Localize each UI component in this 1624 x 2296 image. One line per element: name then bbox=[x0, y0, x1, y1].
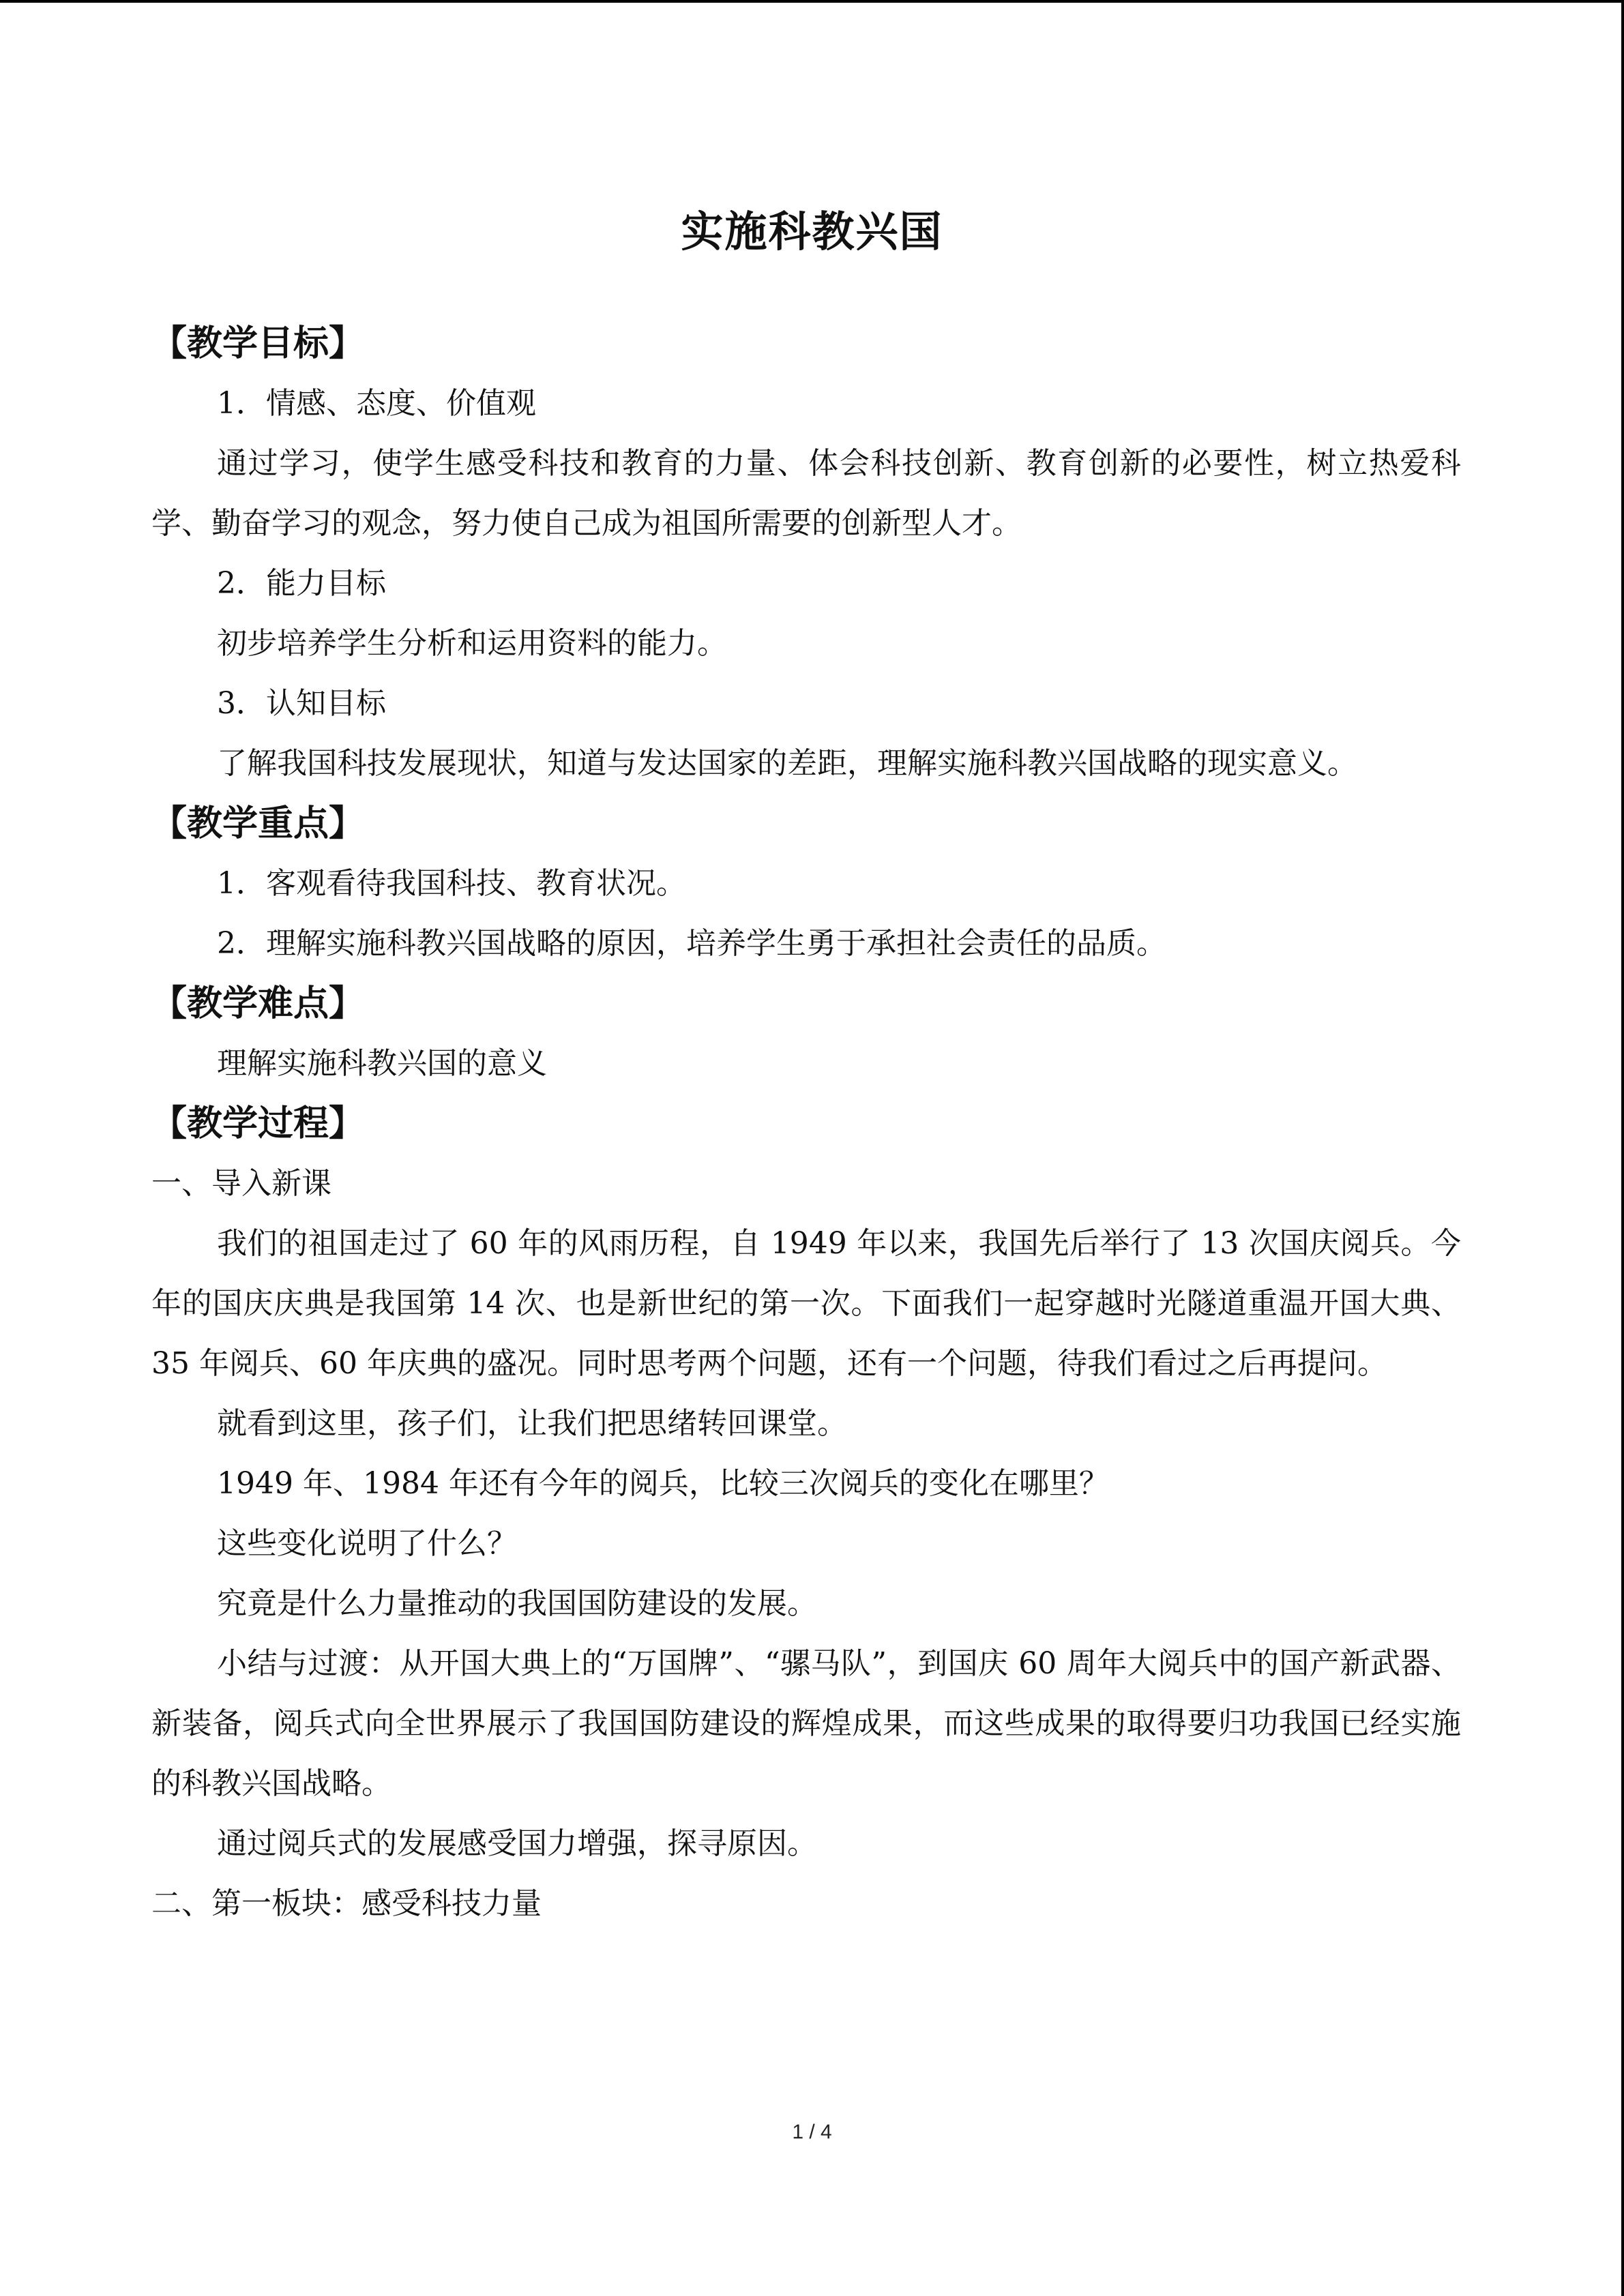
paragraph: 通过阅兵式的发展感受国力增强，探寻原因。 bbox=[217, 1826, 817, 1861]
paragraph: 我们的祖国走过了 60 年的风雨历程，自 1949 年以来，我国先后举行了 13 次国庆阅兵。今年的国庆庆典是我国第 14 次、也是新世纪的第一次。下面我们一起穿越时光隧道重温开国大典、35 年阅兵、60 年庆典的盛况。同时思考两个问题，还有一个问题，待我们看过之后再提问。 bbox=[151, 1226, 1461, 1381]
subsection-title: 一、导入新课 bbox=[151, 1166, 331, 1201]
page-number: 1 / 4 bbox=[792, 2121, 832, 2143]
section-heading-objectives: 【教学目标】 bbox=[151, 323, 365, 364]
paragraph: 了解我国科技发展现状，知道与发达国家的差距，理解实施科教兴国战略的现实意义。 bbox=[217, 746, 1357, 781]
paragraph: 1．客观看待我国科技、教育状况。 bbox=[217, 866, 686, 901]
paragraph: 通过学习，使学生感受科技和教育的力量、体会科技创新、教育创新的必要性，树立热爱科学、勤奋学习的观念，努力使自己成为祖国所需要的创新型人才。 bbox=[151, 446, 1461, 541]
paragraph: 初步培养学生分析和运用资料的能力。 bbox=[217, 626, 727, 661]
paragraph: 2．能力目标 bbox=[217, 566, 386, 601]
document-body bbox=[151, 314, 1461, 1934]
section-heading-difficulties: 【教学难点】 bbox=[151, 983, 365, 1024]
paragraph: 这些变化说明了什么？ bbox=[217, 1526, 517, 1561]
page-border-right bbox=[1621, 0, 1624, 2296]
paragraph: 3．认知目标 bbox=[217, 686, 386, 721]
paragraph: 理解实施科教兴国的意义 bbox=[217, 1046, 547, 1081]
paragraph: 2．理解实施科教兴国战略的原因，培养学生勇于承担社会责任的品质。 bbox=[217, 926, 1166, 961]
section-heading-process: 【教学过程】 bbox=[151, 1103, 365, 1144]
section-heading-key-points: 【教学重点】 bbox=[151, 803, 365, 844]
paragraph: 1．情感、态度、价值观 bbox=[217, 386, 536, 421]
paragraph: 就看到这里，孩子们，让我们把思绪转回课堂。 bbox=[217, 1406, 847, 1441]
paragraph: 究竟是什么力量推动的我国国防建设的发展。 bbox=[217, 1586, 817, 1621]
page-border-top bbox=[0, 0, 1624, 3]
subsection-title: 二、第一板块：感受科技力量 bbox=[151, 1886, 542, 1921]
paragraph: 小结与过渡：从开国大典上的“万国牌”、“骡马队”，到国庆 60 周年大阅兵中的国产新武器、新装备，阅兵式向全世界展示了我国国防建设的辉煌成果，而这些成果的取得要归功我国已经实施的科教兴国战略。 bbox=[151, 1646, 1461, 1801]
paragraph: 1949 年、1984 年还有今年的阅兵，比较三次阅兵的变化在哪里？ bbox=[217, 1466, 1109, 1501]
page-title: 实施科教兴国 bbox=[681, 207, 943, 256]
